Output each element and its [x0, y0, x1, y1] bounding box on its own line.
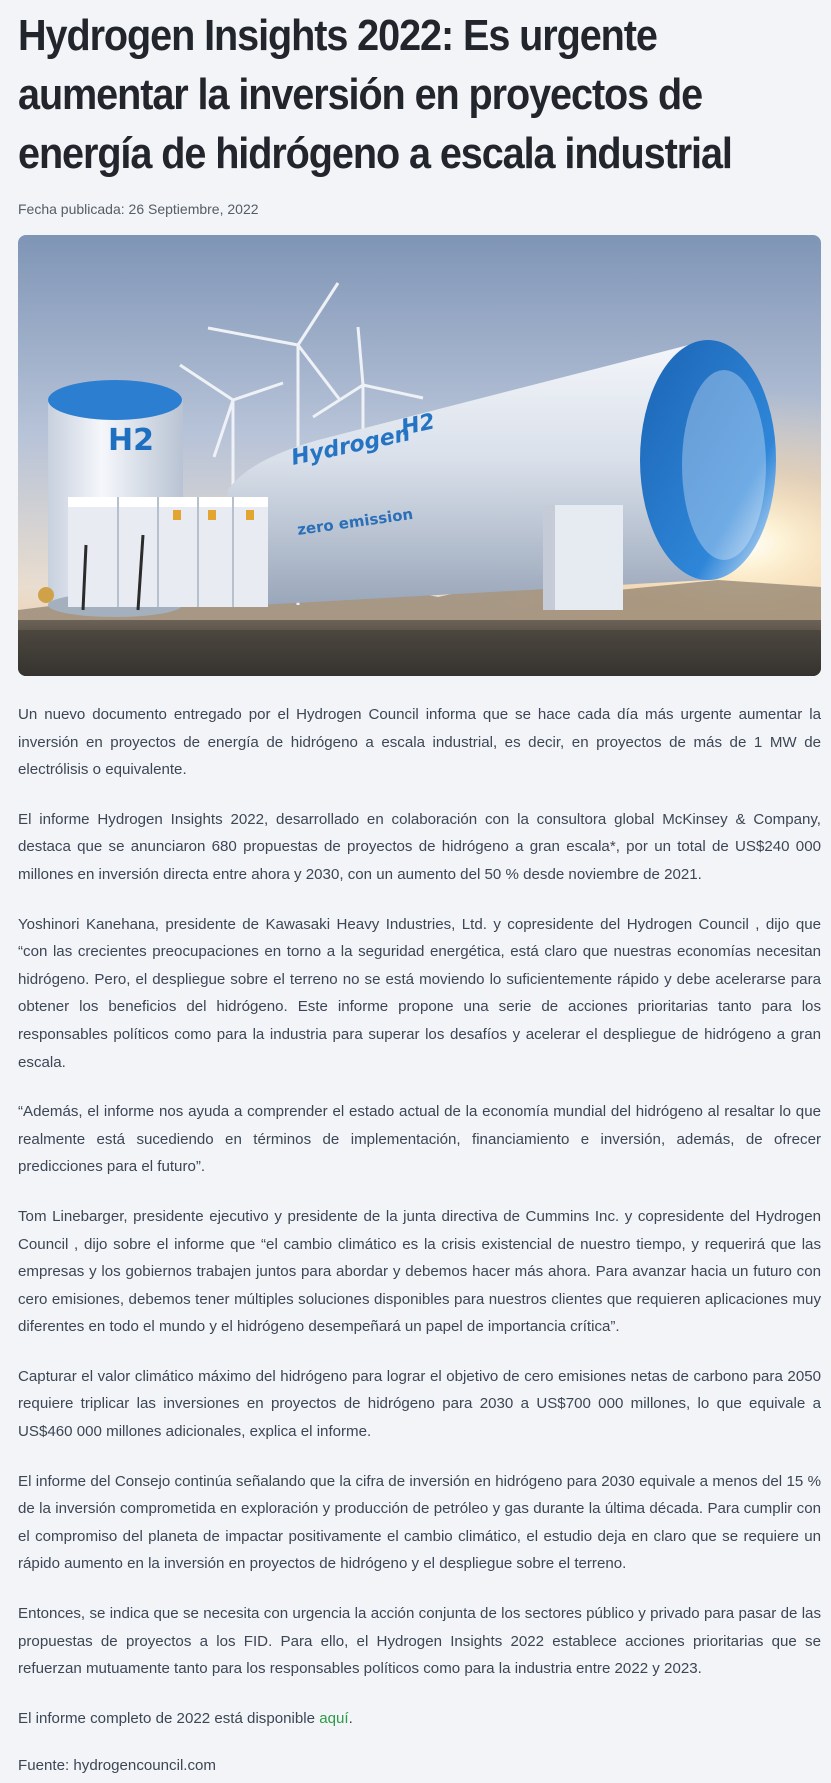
paragraph: El informe Hydrogen Insights 2022, desarrollado en colaboración con la consultora global McKinsey & Company, destaca que se anunciaron 680 propuestas de proyectos de hidrógeno a gran escala*, por un total de US$240 000 millones en inversión directa entre ahora y 2030, con un aumento del 50 % desde noviembre de 2021.: [18, 810, 821, 883]
article-body: [18, 701, 821, 1780]
paragraph: “Además, el informe nos ayuda a comprender el estado actual de la economía mundial del hidrógeno al resaltar lo que realmente está sucediendo en términos de implementación, financiamiento e inversión, además, de ofrecer predicciones para el futuro”.: [18, 1103, 821, 1176]
paragraph: Entonces, se indica que se necesita con urgencia la acción conjunta de los sectores público y privado para pasar de las propuestas de proyectos a los FID. Para ello, el Hydrogen Insights 2022 establece acciones prioritarias que se refuerzan mutuamente tanto para los responsables políticos como para la industria entre 2022 y 2023.: [18, 1605, 821, 1678]
report-link[interactable]: aquí: [319, 1709, 349, 1727]
paragraph: Un nuevo documento entregado por el Hydrogen Council informa que se hace cada día más urgente aumentar la inversión en proyectos de energía de hidrógeno a escala industrial, es decir, en proyectos de más de 1 MW de electrólisis o equivalente.: [18, 706, 821, 779]
report-text: El informe completo de 2022 está disponible: [18, 1709, 320, 1727]
h2-cylinder-label: H2: [399, 409, 438, 441]
publish-date-label: Fecha publicada:: [18, 201, 125, 217]
paragraph: Yoshinori Kanehana, presidente de Kawasaki Heavy Industries, Ltd. y copresidente del Hydrogen Council , dijo que “con las crecientes preocupaciones en torno a la seguridad energética, está claro que nuestras economías necesitan hidrógeno. Pero, el despliegue sobre el terreno no se está moviendo lo suficientemente rápido y debe acelerarse para obtener los beneficios del hidrógeno. Este informe propone una serie de acciones prioritarias tanto para los responsables políticos como para la industria para superar los desafíos y acelerar el despliegue de hidrógeno a gran escala.: [18, 915, 821, 1071]
article: [18, 0, 821, 1780]
paragraph: Tom Linebarger, presidente ejecutivo y presidente de la junta directiva de Cummins Inc. y copresidente del Hydrogen Council , dijo sobre el informe que “el cambio climático es la crisis existencial de nuestro tiempo, y requerirá que las empresas y los gobiernos trabajen juntos para abordar y debemos hacer más ahora. Para avanzar hacia un futuro con cero emisiones, debemos tener múltiples soluciones disponibles para nuestros clientes que requieren aplicaciones muy diferentes en todo el mundo y el hidrógeno desempeñará un papel de importancia crítica”.: [18, 1207, 821, 1336]
report-availability: [18, 1705, 821, 1733]
h2-tank-label: H2: [108, 423, 154, 458]
publish-date-value: 26 Septiembre, 2022: [128, 201, 259, 217]
zero-emission-label: zero emission: [296, 504, 415, 539]
paragraph: Capturar el valor climático máximo del hidrógeno para lograr el objetivo de cero emisiones netas de carbono para 2050 requiere triplicar las inversiones en proyectos de hidrógeno para 2030 a US$700 000 millones, lo que equivale a US$460 000 millones adicionales, explica el informe.: [18, 1367, 821, 1441]
hero-image: [18, 235, 821, 676]
article-title: Hydrogen Insights 2022: Es urgente aumentar la inversión en proyectos de energía de hidrógeno a escala industrial: [18, 11, 732, 178]
hydrogen-tanks-illustration: [18, 235, 821, 676]
publish-date: [18, 201, 821, 217]
source-credit: Fuente: hydrogencouncil.com: [18, 1757, 217, 1775]
report-suffix: .: [348, 1709, 353, 1727]
electrolyzer-unit: [38, 497, 268, 610]
paragraph: El informe del Consejo continúa señalando que la cifra de inversión en hidrógeno para 2030 equivale a menos del 15 % de la inversión comprometida en exploración y producción de petróleo y gas durante la última década. Para cumplir con el compromiso del planeta de impactar positivamente el cambio climático, el estudio deja en claro que se requiere un rápido aumento en la inversión en proyectos de hidrógeno y el despliegue sobre el terreno.: [18, 1472, 821, 1573]
hydrogen-label: Hydrogen: [289, 421, 413, 471]
